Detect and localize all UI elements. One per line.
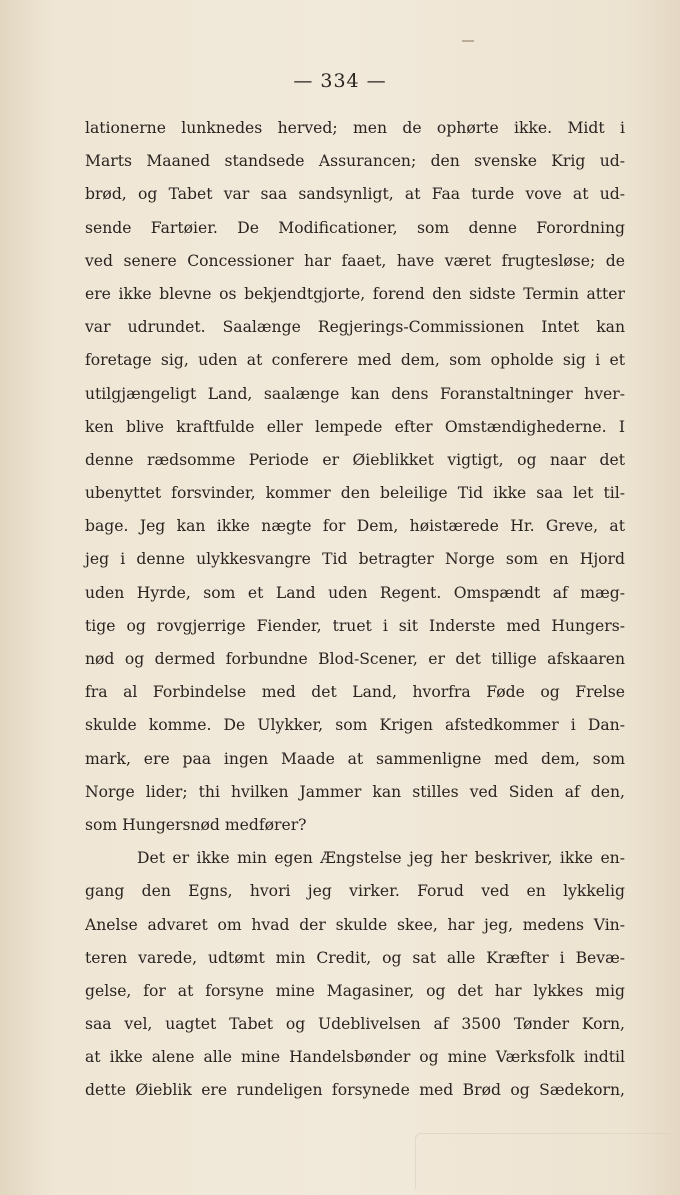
text-line: fra al Forbindelse med det Land, hvorfra Føde og Frelse [85,683,625,702]
text-line: ere ikke blevne os bekjendtgjorte, forend den sidste Termin atter [85,284,625,303]
page-number: — 334 — [293,70,387,92]
paper-stain [415,1133,671,1189]
printer-mark [462,40,474,42]
text-line: utilgjængeligt Land, saalænge kan dens Foranstaltninger hver- [85,384,625,403]
text-line: at ikke alene alle mine Handelsbønder og mine Værksfolk indtil [85,1048,625,1067]
text-line: sende Fartøier. De Modificationer, som denne Forordning [85,218,625,237]
body-text [85,112,625,1108]
text-line: mark, ere paa ingen Maade at sammenligne med dem, som [85,749,625,768]
text-line: denne rædsomme Periode er Øieblikket vigtigt, og naar det [85,450,625,469]
text-line: gang den Egns, hvori jeg virker. Forud ved en lykkelig [85,882,625,901]
text-line: uden Hyrde, som et Land uden Regent. Omspændt af mæg- [85,583,625,602]
text-line: lationerne lunknedes herved; men de ophørte ikke. Midt i [85,119,625,137]
text-line: gelse, for at forsyne mine Magasiner, og det har lykkes mig [85,981,625,1000]
text-line: skulde komme. De Ulykker, som Krigen afstedkommer i Dan- [85,716,625,735]
text-line: Marts Maaned standsede Assurancen; den svenske Krig ud- [85,152,625,171]
text-line: som Hungersnød medfører? [85,815,307,834]
text-line: var udrundet. Saalænge Regjerings-Commissionen Intet kan [85,318,625,337]
text-line: tige og rovgjerrige Fiender, truet i sit Inderste med Hungers- [85,616,625,635]
text-line: dette Øieblik ere rundeligen forsynede med Brød og Sædekorn, [85,1081,625,1100]
text-line: ved senere Concessioner har faaet, have været frugtesløse; de [85,251,625,270]
text-line: ubenyttet forsvinder, kommer den beleilige Tid ikke saa let til- [85,484,625,503]
text-line: jeg i denne ulykkesvangre Tid betragter Norge som en Hjord [85,550,625,569]
text-line: Det er ikke min egen Ængstelse jeg her beskriver, ikke en- [137,849,625,868]
text-line: Anelse advaret om hvad der skulde skee, har jeg, medens Vin- [85,915,625,934]
text-line: nød og dermed forbundne Blod-Scener, er det tillige afskaaren [85,650,625,668]
text-line: teren varede, udtømt min Credit, og sat alle Kræfter i Bevæ- [85,948,625,967]
text-line: Norge lider; thi hvilken Jammer kan stilles ved Siden af den, [85,782,625,801]
text-line: brød, og Tabet var saa sandsynligt, at Faa turde vove at ud- [85,185,625,204]
text-line: ken blive kraftfulde eller lempede efter Omstændighederne. I [85,417,625,436]
text-line: bage. Jeg kan ikke nægte for Dem, høistærede Hr. Greve, at [85,517,625,536]
text-line: foretage sig, uden at conferere med dem, som opholde sig i et [85,351,625,370]
text-line: saa vel, uagtet Tabet og Udeblivelsen af 3500 Tønder Korn, [85,1015,625,1034]
